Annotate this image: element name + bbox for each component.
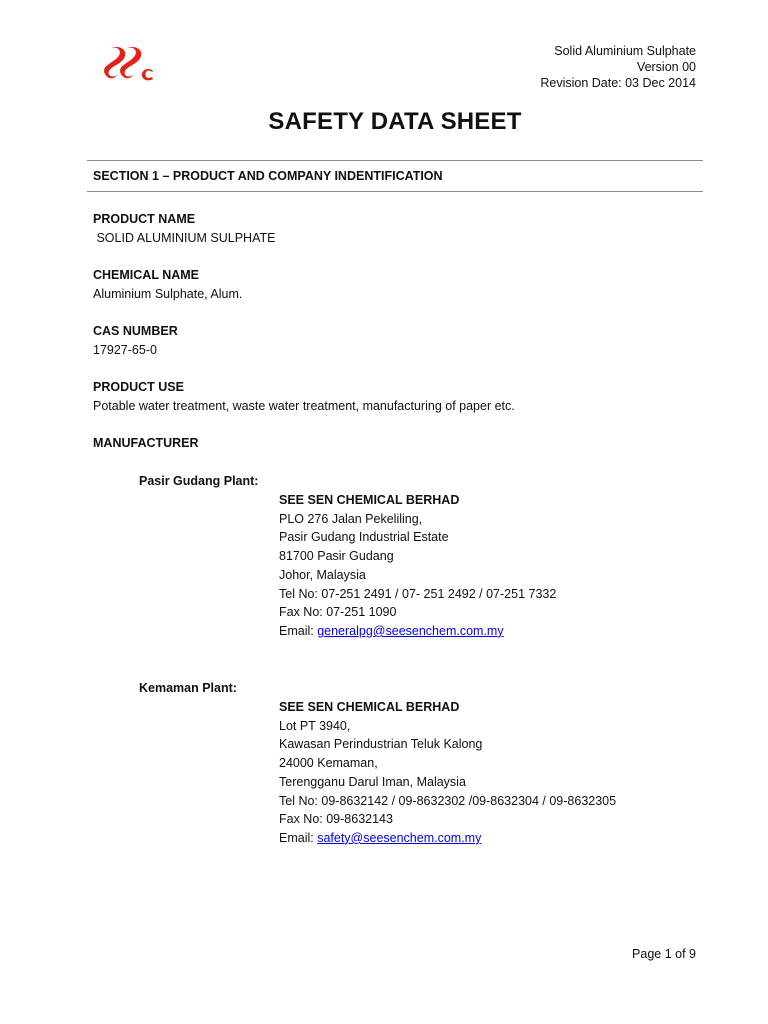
plant-label-kemaman: Kemaman Plant:	[139, 681, 237, 695]
address-block-kemaman	[279, 698, 616, 848]
address-line: 24000 Kemaman,	[279, 756, 378, 771]
address-block-pasir-gudang	[279, 491, 556, 641]
section-top-rule	[87, 160, 703, 161]
product-name-field	[93, 210, 275, 247]
address-line: Kawasan Perindustrian Teluk Kalong	[279, 737, 483, 752]
email-link[interactable]: generalpg@seesenchem.com.my	[317, 623, 504, 638]
address-line: Johor, Malaysia	[279, 567, 366, 582]
chemical-name-field	[93, 266, 242, 303]
section-bottom-rule	[87, 191, 703, 192]
email-line	[279, 829, 616, 848]
company-logo	[97, 44, 157, 88]
address-line: PLO 276 Jalan Pekeliling,	[279, 511, 423, 526]
email-line	[279, 622, 556, 641]
company-name: SEE SEN CHEMICAL BERHAD	[279, 700, 460, 714]
header-product-name: Solid Aluminium Sulphate	[554, 44, 696, 58]
chemical-name-label: CHEMICAL NAME	[93, 268, 200, 282]
page-number: Page 1 of 9	[632, 947, 696, 961]
plant-label-pasir-gudang: Pasir Gudang Plant:	[139, 474, 259, 488]
address-line: Lot PT 3940,	[279, 718, 351, 733]
cas-number-label: CAS NUMBER	[93, 324, 178, 338]
manufacturer-label	[93, 434, 199, 453]
header-version: Version 00	[636, 60, 696, 74]
manufacturer-label-text: MANUFACTURER	[93, 436, 199, 450]
cas-number-field	[93, 322, 178, 359]
email-link[interactable]: safety@seesenchem.com.my	[317, 830, 482, 845]
tel-number: Tel No: 09-8632142 / 09-8632302 /09-8632304 / 09-8632305	[279, 793, 617, 808]
product-use-label: PRODUCT USE	[93, 380, 184, 394]
logo-c-letter	[142, 69, 153, 80]
tel-number: Tel No: 07-251 2491 / 07- 251 2492 / 07-251 7332	[279, 586, 557, 601]
company-name: SEE SEN CHEMICAL BERHAD	[279, 493, 460, 507]
address-line: Pasir Gudang Industrial Estate	[279, 530, 449, 545]
email-label: Email:	[279, 830, 318, 845]
fax-number: Fax No: 07-251 1090	[279, 605, 397, 620]
product-use-field	[93, 378, 515, 415]
header-meta	[540, 43, 696, 91]
address-line: 81700 Pasir Gudang	[279, 549, 394, 564]
product-name-value: SOLID ALUMINIUM SULPHATE	[93, 230, 276, 245]
chemical-name-value: Aluminium Sulphate, Alum.	[93, 286, 243, 301]
header-revision-date: Revision Date: 03 Dec 2014	[540, 76, 696, 90]
email-label: Email:	[279, 623, 318, 638]
document-title: SAFETY DATA SHEET	[268, 108, 522, 135]
fax-number: Fax No: 09-8632143	[279, 812, 393, 827]
cas-number-value: 17927-65-0	[93, 342, 157, 357]
section-heading: SECTION 1 – PRODUCT AND COMPANY INDENTIFICATION	[93, 169, 443, 183]
address-line: Terengganu Darul Iman, Malaysia	[279, 774, 466, 789]
product-name-label: PRODUCT NAME	[93, 212, 196, 226]
product-use-value: Potable water treatment, waste water treatment, manufacturing of paper etc.	[93, 398, 515, 413]
